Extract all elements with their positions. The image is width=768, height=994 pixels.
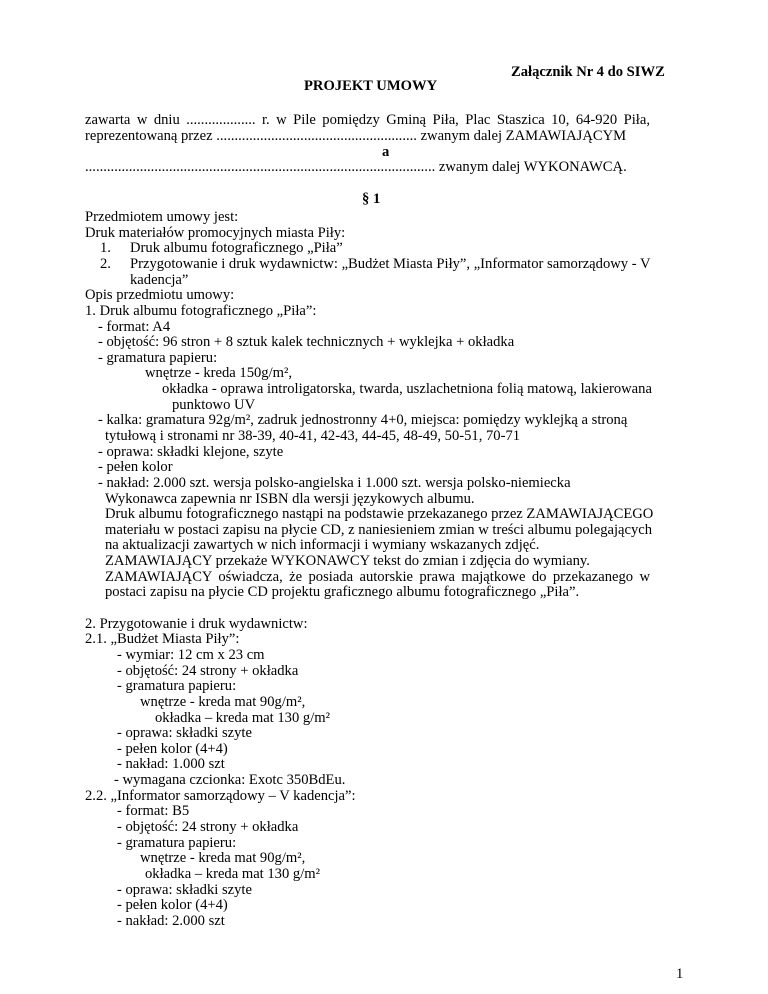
list-item-text-cont: kadencja”: [130, 271, 189, 288]
list-item-text: Druk albumu fotograficznego „Piła”: [130, 240, 343, 257]
attachment-label: Załącznik Nr 4 do SIWZ: [511, 63, 665, 80]
informator-spec: - oprawa: składki szyte: [117, 881, 252, 898]
budget-spec: - objętość: 24 strony + okładka: [117, 662, 299, 679]
parties-line-3: ................................................................................................ zwanym dalej WYKONAWCĄ.: [85, 159, 627, 176]
informator-spec: - objętość: 24 strony + okładka: [117, 819, 299, 835]
budget-spec: - wymagana czcionka: Exotc 350BdEu.: [114, 772, 346, 789]
subject-line: Druk materiałów promocyjnych miasta Piły:: [85, 224, 346, 241]
budget-spec: - gramatura papieru:: [117, 678, 237, 695]
document-title: PROJEKT UMOWY: [304, 78, 438, 95]
budget-spec-sub: okładka – kreda mat 130 g/m²: [155, 709, 330, 726]
album-note: materiału w postaci zapisu na płycie CD, z naniesieniem zmian w treści albumu polegających: [105, 521, 653, 538]
budget-spec: - oprawa: składki szyte: [117, 725, 252, 742]
album-spec: tytułową i stronami nr 38-39, 40-41, 42-43, 44-45, 48-49, 50-51, 70-71: [105, 428, 521, 444]
album-spec: - format: A4: [98, 318, 171, 335]
album-note: ZAMAWIAJĄCY oświadcza, że posiada autorskie prawa majątkowe do przekazanego w: [105, 568, 650, 585]
publications-heading: 2. Przygotowanie i druk wydawnictw:: [85, 615, 308, 632]
parties-line-1: zawarta w dniu ................... r. w Pile pomiędzy Gminą Piła, Plac Staszica 10, 64-920 Piła,: [85, 112, 650, 129]
subject-intro: Przedmiotem umowy jest:: [85, 209, 239, 226]
list-item-text: Przygotowanie i druk wydawnictw: „Budżet Miasta Piły”, „Informator samorządowy - V: [130, 255, 651, 272]
budget-spec-sub: wnętrze - kreda mat 90g/m²,: [140, 693, 306, 710]
budget-spec: - pełen kolor (4+4): [117, 740, 228, 757]
album-spec-sub: wnętrze - kreda 150g/m²,: [145, 365, 293, 382]
album-spec-sub: okładka - oprawa introligatorska, twarda, uszlachetniona folią matową, lakierowana: [162, 381, 652, 398]
informator-spec: - nakład: 2.000 szt: [117, 912, 225, 929]
album-note: Druk albumu fotograficznego nastąpi na podstawie przekazanego przez ZAMAWIAJĄCEGO: [105, 506, 654, 523]
album-spec: - pełen kolor: [98, 459, 173, 476]
informator-spec-sub: wnętrze - kreda mat 90g/m²,: [140, 850, 306, 867]
page-number: 1: [676, 966, 684, 982]
section-heading: § 1: [362, 190, 381, 207]
album-spec: - gramatura papieru:: [98, 349, 218, 366]
album-spec: - kalka: gramatura 92g/m², zadruk jednostronny 4+0, miejsca: pomiędzy wyklejką a stroną: [98, 412, 628, 429]
list-item: 1.: [100, 240, 111, 257]
parties-line-2: reprezentowaną przez ....................................................... zwanym dalej ZAMAWIAJĄCYM: [85, 128, 627, 145]
informator-spec: - gramatura papieru:: [117, 834, 237, 851]
informator-spec: - pełen kolor (4+4): [117, 897, 228, 914]
budget-spec: - nakład: 1.000 szt: [117, 756, 225, 773]
album-spec: - objętość: 96 stron + 8 sztuk kalek technicznych + wyklejka + okładka: [98, 334, 515, 351]
budget-heading: 2.1. „Budżet Miasta Piły”:: [85, 631, 240, 648]
list-item: 2.: [100, 255, 111, 272]
informator-spec: - format: B5: [117, 803, 190, 820]
budget-spec: - wymiar: 12 cm x 23 cm: [117, 646, 265, 663]
album-note: ZAMAWIAJĄCY przekaże WYKONAWCY tekst do zmian i zdjęcia do wymiany.: [105, 553, 590, 570]
informator-spec-sub: okładka – kreda mat 130 g/m²: [145, 865, 320, 882]
album-note: na aktualizacji zawartych w nich informacji i wymiany wskazanych zdjęć.: [105, 537, 540, 554]
album-heading: 1. Druk albumu fotograficznego „Piła”:: [85, 302, 317, 319]
description-heading: Opis przedmiotu umowy:: [85, 287, 235, 304]
album-note: Wykonawca zapewnia nr ISBN dla wersji językowych albumu.: [105, 490, 475, 507]
album-spec: - oprawa: składki klejone, szyte: [98, 443, 284, 460]
album-note: postaci zapisu na płycie CD projektu graficznego albumu fotograficznego „Piła”.: [105, 584, 580, 601]
parties-and: a: [382, 143, 390, 160]
informator-heading: 2.2. „Informator samorządowy – V kadencja”:: [85, 787, 356, 804]
album-spec: - nakład: 2.000 szt. wersja polsko-angielska i 1.000 szt. wersja polsko-niemiecka: [98, 474, 571, 491]
album-spec-sub: punktowo UV: [172, 396, 256, 413]
